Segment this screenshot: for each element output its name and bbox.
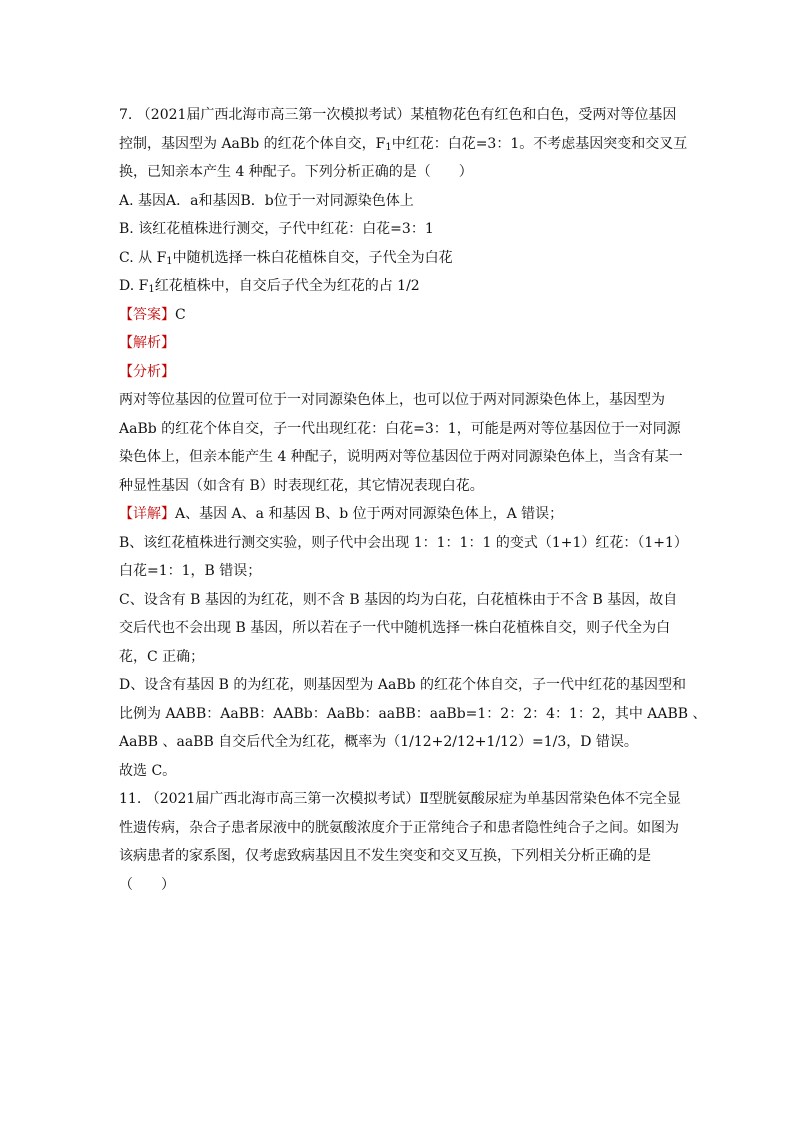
fenxi-tag: 【分析】 [119,363,175,380]
answer-value: C [175,306,186,323]
answer-tag: 【答案】 [119,306,175,323]
analysis-heading [119,329,679,358]
conclusion-line: 故选 C。 [119,762,177,779]
subscript: 1 [148,284,155,295]
detail-line: 白花=1：1，B 错误； [119,563,262,579]
q11-stem-line: （ ） [119,876,175,893]
q7-stem-line-3: 换，已知亲本产生 4 种配子。下列分析正确的是（ ） [119,164,473,180]
analysis-tag: 【解析】 [119,335,175,351]
q7-stem-line-2 [119,130,688,159]
detail-tag: 【详解】 [119,506,175,522]
detail-line: 花，C 正确； [119,648,205,665]
q7-stem-line-1: 7. （2021届广西北海市高三第一次模拟考试）某植物花色有红色和白色，受两对等位基因 [119,107,677,123]
q7-option-a: A. 基因A．a和基因B．b位于一对同源染色体上 [119,192,414,209]
option-text: D. F [119,278,149,294]
option-text: 红花植株中，自交后子代全为红花的占 1/2 [154,278,420,294]
fenxi-line: 染色体上，但亲本能产生 4 种配子，说明两对等位基因位于两对同源染色体上，当含有某一 [119,449,683,465]
detail-line-a [119,500,679,529]
fenxi-line: 两对等位基因的位置可位于一对同源染色体上，也可以位于两对同源染色体上，基因型为 [119,392,665,408]
fenxi-line: AaBb 的红花个体自交，子一代出现红花：白花=3：1，可能是两对等位基因位于一对同源 [119,420,681,437]
document-content [119,101,707,899]
fenxi-heading [119,358,679,387]
q7-option-b: B. 该红花植株进行测交，子代中红花：白花=3：1 [119,221,434,237]
q11-stem-line: 该病患者的家系图，仅考虑致病基因且不发生突变和交叉互换，下列相关分析正确的是 [119,848,651,864]
q7-option-d [119,272,679,301]
answer-line [119,301,679,330]
q7-option-c [119,244,679,273]
option-text: 中随机选择一株白花植株自交，子代全为白花 [172,249,453,266]
q11-stem-line: 11. （2021届广西北海市高三第一次模拟考试）Ⅱ型胱氨酸尿症为单基因常染色体不完全显 [119,791,681,807]
fenxi-line: 种显性基因（如含有 B）时表现红花，其它情况表现白花。 [119,477,484,494]
detail-line: C、设含有 B 基因的为红花，则不含 B 基因的均为白花，白花植株由于不含 B 基因，故自 [119,591,678,608]
detail-line: D、设含有基因 B 的为红花，则基因型为 AaBb 的红花个体自交，子一代中红花的基因型和 [119,677,687,693]
detail-text: A、基因 A、a 和基因 B、b 位于两对同源染色体上，A 错误； [175,506,564,522]
q11-stem-line: 性遗传病，杂合子患者尿液中的胱氨酸浓度介于正常纯合子和患者隐性纯合子之间。如图为 [119,819,679,836]
subscript: 1 [166,255,173,267]
detail-line: B、该红花植株进行测交实验，则子代中会出现 1：1：1：1 的变式（1+1）红花：（1+1） [119,534,688,551]
detail-line: 交后代也不会出现 B 基因，所以若在子一代中随机选择一株白花植株自交，则子代全为白 [119,620,671,636]
q7-stem-text: 控制，基因型为 AaBb 的红花个体自交，F [119,135,386,152]
subscript: 1 [385,141,392,153]
option-text: C. 从 F [119,249,167,266]
detail-line: AaBB 、aaBB 自交后代全为红花，概率为（1/12+2/12+1/12）=1/3，D 错误。 [119,734,638,750]
q7-stem-text: 中红花：白花=3：1。不考虑基因突变和交叉互 [391,135,688,152]
detail-line: 比例为 AABB：AaBB：AABb：AaBb：aaBB：aaBb=1：2：2：4：1：2，其中 AABB 、 [119,705,707,722]
